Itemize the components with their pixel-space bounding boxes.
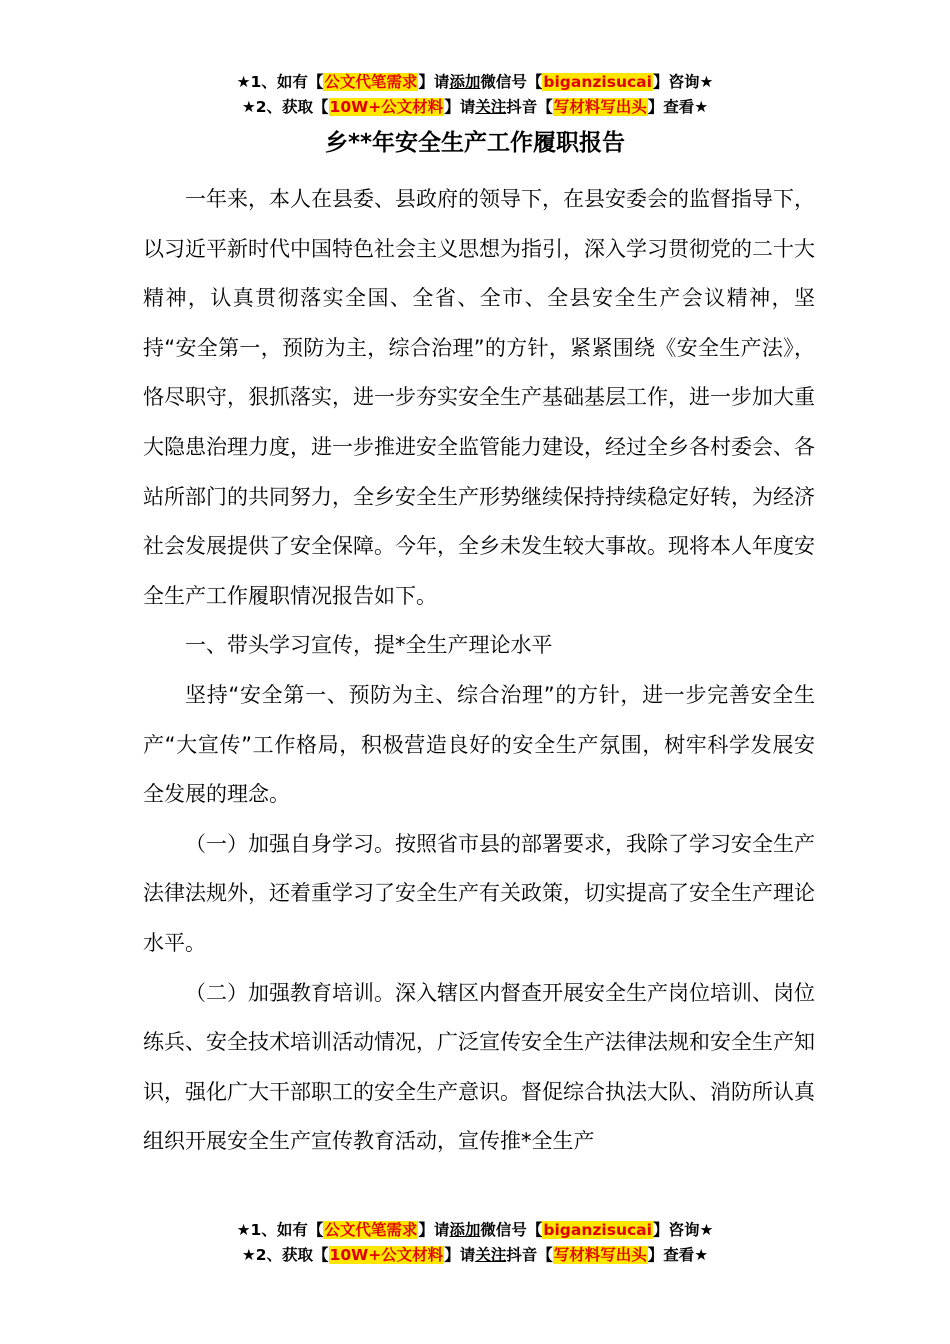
section-heading-1: 一、带头学习宣传，提*全生产理论水平 [185, 633, 553, 658]
highlight-wechat-id: biganzisucai [543, 1221, 652, 1239]
highlight-service: 公文代笔需求 [324, 1221, 418, 1239]
banner-line-2: ★2、获取【10W+公文材料】请关注抖音【写材料写出头】查看★ [241, 98, 709, 116]
highlight-materials: 10W+公文材料 [329, 98, 444, 116]
paragraph-intro: 一年来，本人在县委、县政府的领导下，在县安委会的监督指导下，以习近平新时代中国特色社会主义思想为指引，深入学习贯彻党的二十大精神，认真贯彻落实全国、全省、全市、全县安全生产会议精神，坚持“安全第一，预防为主，综合治理”的方针，紧紧围绕《安全生产法》，恪尽职守，狠抓落实，进一步夯实安全生产基础基层工作，进一步加大重大隐患治理力度，进一步推进安全监管能力建设，经过全乡各村委会、各站所部门的共同努力，全乡安全生产形势继续保持持续稳定好转，为经济社会发展提供了安全保障。今年，全乡未发生较大事故。现将本人年度安全生产工作履职情况报告如下。 [143, 187, 815, 608]
highlight-douyin-id: 写材料写出头 [553, 98, 647, 116]
highlight-materials: 10W+公文材料 [329, 1246, 444, 1264]
header-banner [0, 70, 950, 120]
highlight-wechat-id: biganzisucai [543, 73, 652, 91]
paragraph-item-1: （一）加强自身学习。按照省市县的部署要求，我除了学习安全生产法律法规外，还着重学习了安全生产有关政策，切实提高了安全生产理论水平。 [143, 831, 815, 955]
paragraph-section-1: 坚持“安全第一、预防为主、综合治理”的方针，进一步完善安全生产“大宣传”工作格局，积极营造良好的安全生产氛围，树牢科学发展安全发展的理念。 [143, 682, 815, 807]
footer-banner [0, 1218, 950, 1268]
document-title: 乡**年安全生产工作履职报告 [324, 130, 626, 156]
highlight-douyin-id: 写材料写出头 [553, 1246, 647, 1264]
footer-line-1: ★1、如有【公文代笔需求】请添加微信号【biganzisucai】咨询★ [236, 1221, 714, 1239]
paragraph-item-2: （二）加强教育培训。深入辖区内督查开展安全生产岗位培训、岗位练兵、安全技术培训活动情况，广泛宣传安全生产法律法规和安全生产知识，强化广大干部职工的安全生产意识。督促综合执法大队、消防所认真组织开展安全生产宣传教育活动，宣传推*全生产 [143, 980, 815, 1154]
highlight-service: 公文代笔需求 [324, 73, 418, 91]
banner-line-1: ★1、如有【公文代笔需求】请添加微信号【biganzisucai】咨询★ [236, 73, 714, 91]
footer-line-2: ★2、获取【10W+公文材料】请关注抖音【写材料写出头】查看★ [241, 1246, 709, 1264]
document-body [143, 175, 815, 1167]
